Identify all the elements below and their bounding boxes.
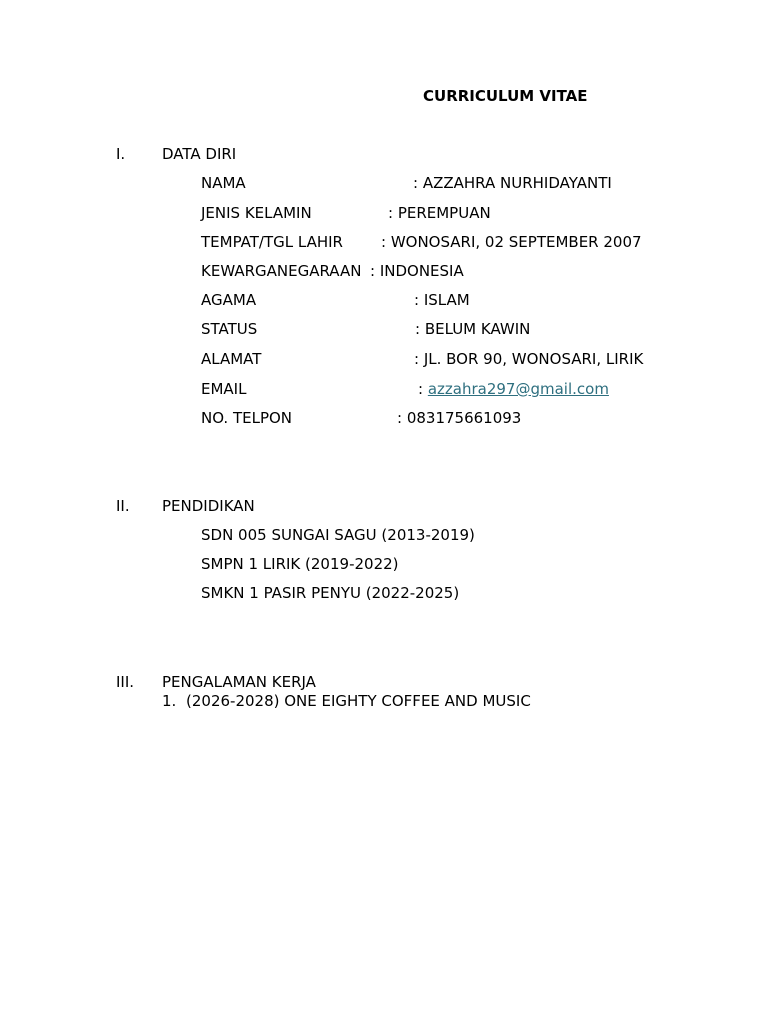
section-3-numeral: III. (116, 673, 135, 691)
field-value-email (418, 380, 609, 398)
field-label-email: EMAIL (201, 380, 247, 398)
field-value-alamat: : JL. BOR 90, WONOSARI, LIRIK (414, 350, 644, 368)
field-value-tempat-tgl-lahir: : WONOSARI, 02 SEPTEMBER 2007 (381, 233, 642, 251)
email-link[interactable]: azzahra297@gmail.com (427, 380, 609, 398)
education-item: SMPN 1 LIRIK (2019-2022) (201, 555, 399, 573)
field-label-alamat: ALAMAT (201, 350, 262, 368)
document-title: CURRICULUM VITAE (423, 87, 588, 105)
field-label-status: STATUS (201, 320, 258, 338)
field-label-kewarganegaraan: KEWARGANEGARAAN (201, 262, 362, 280)
work-item-number: 1. (162, 692, 177, 710)
field-value-no-telpon: : 083175661093 (397, 409, 522, 427)
section-1-heading: DATA DIRI (162, 145, 237, 163)
field-label-no-telpon: NO. TELPON (201, 409, 293, 427)
field-value-jenis-kelamin: : PEREMPUAN (388, 204, 491, 222)
field-value-kewarganegaraan: : INDONESIA (370, 262, 464, 280)
education-item: SMKN 1 PASIR PENYU (2022-2025) (201, 584, 460, 602)
section-1-numeral: I. (116, 145, 126, 163)
section-2-numeral: II. (116, 497, 130, 515)
field-label-tempat-tgl-lahir: TEMPAT/TGL LAHIR (201, 233, 343, 251)
section-2-heading: PENDIDIKAN (162, 497, 255, 515)
education-item: SDN 005 SUNGAI SAGU (2013-2019) (201, 526, 475, 544)
field-label-jenis-kelamin: JENIS KELAMIN (201, 204, 312, 222)
work-item-text: (2026-2028) ONE EIGHTY COFFEE AND MUSIC (186, 692, 531, 710)
email-colon: : (418, 380, 424, 398)
field-value-nama: : AZZAHRA NURHIDAYANTI (413, 174, 612, 192)
field-label-nama: NAMA (201, 174, 246, 192)
field-label-agama: AGAMA (201, 291, 257, 309)
section-3-heading: PENGALAMAN KERJA (162, 673, 316, 691)
field-value-status: : BELUM KAWIN (415, 320, 531, 338)
field-value-agama: : ISLAM (414, 291, 470, 309)
